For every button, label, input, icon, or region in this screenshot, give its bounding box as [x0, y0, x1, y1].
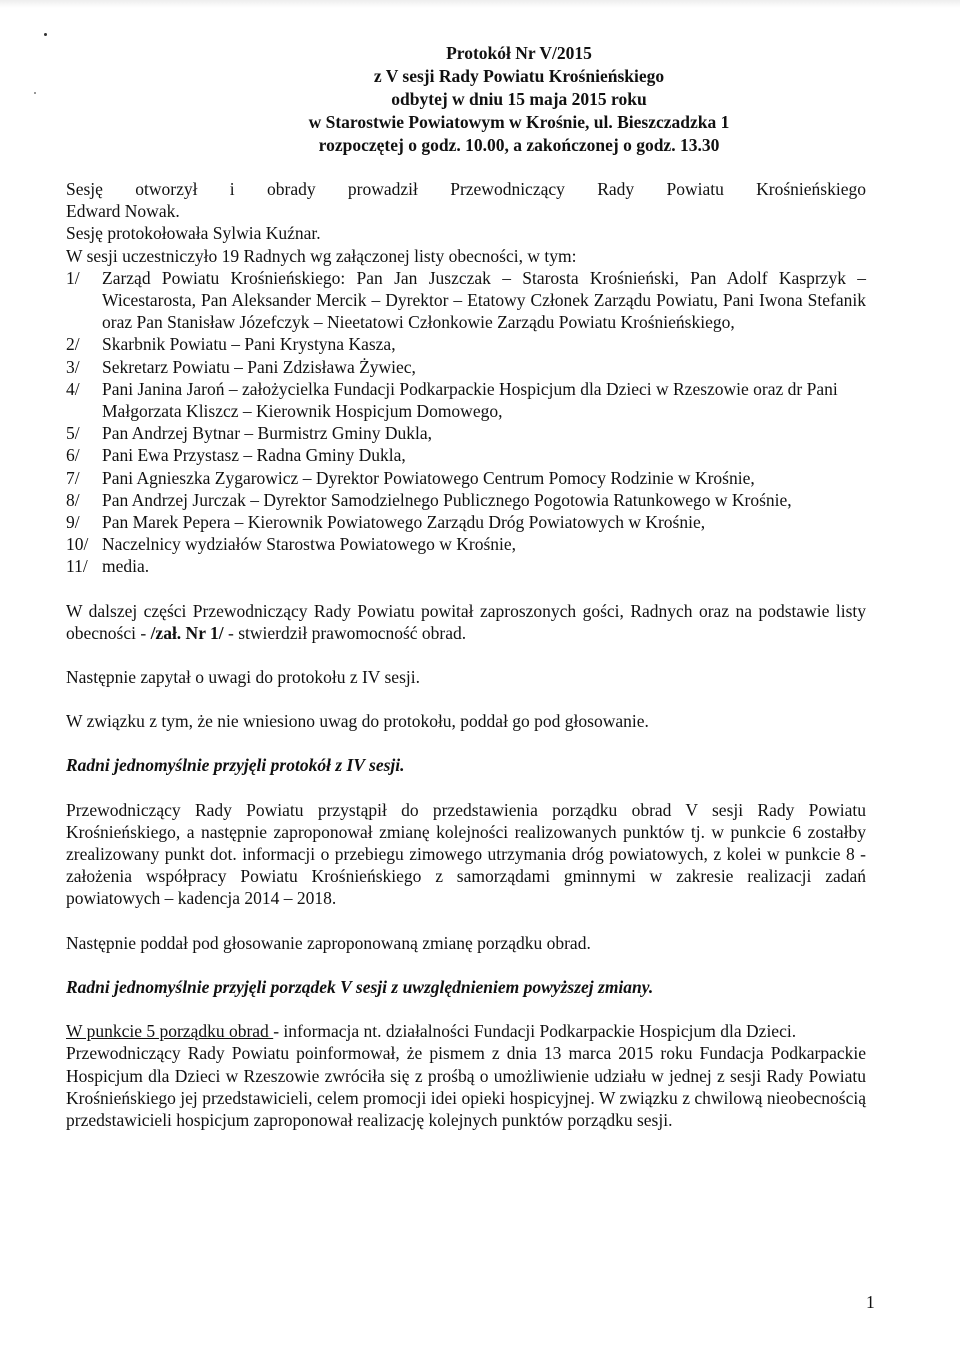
header-title: Protokół Nr V/2015 [446, 43, 592, 63]
intro-protocol: Sesję protokołowała Sylwia Kuźnar. [66, 223, 321, 244]
header-time: rozpoczętej o godz. 10.00, a zakończonej o godz. 13.30 [318, 135, 720, 155]
list-item: 8/ Pan Andrzej Jurczak – Dyrektor Samodzielnego Publicznego Pogotowia Ratunkowego w Krośnie, [66, 489, 792, 510]
header-session: z V sesji Rady Powiatu Krośnieńskiego [373, 66, 665, 86]
resolution-agenda: Radni jednomyślnie przyjęli porządek V sesji z uwzględnieniem powyższej zmiany. [66, 976, 654, 997]
scan-edge [0, 0, 960, 8]
document-header [0, 42, 960, 157]
list-item: 3/ Sekretarz Powiatu – Pani Zdzisława Żywiec, [66, 356, 416, 377]
scan-speck [44, 33, 47, 36]
list-item: 4/ Pani Janina Jaroń – założycielka Fundacji Podkarpackie Hospicjum dla Dzieci w Rzeszowie oraz dr Pani Małgorzata Kliszcz – Kierownik Hospicjum Domowego, [66, 378, 838, 422]
document-body [66, 178, 866, 1131]
header-place: w Starostwie Powiatowym w Krośnie, ul. Bieszczadzka 1 [308, 112, 730, 132]
list-item: 10/ Naczelnicy wydziałów Starostwa Powiatowego w Krośnie, [66, 534, 517, 555]
list-item: 11/ media. [66, 556, 150, 577]
para-vote-agenda: Następnie poddał pod głosowanie zaproponowaną zmianę porządku obrad. [66, 932, 591, 953]
para-hospice: Przewodniczący Rady Powiatu poinformował, że pismem z dnia 13 marca 2015 roku Fundacja Podkarpackie Hospicjum dla Dzieci w Rzeszowie zwróciła się z prośbą o umożliwienie udziału w jednej z sesji Rady Powiatu Krośnieńskiego jej przedstawicieli, celem promocji idei opieki hospicyjnej. W związku z chwilową nieobecnością przedstawicieli hospicjum zaproponował realizację kolejnych punktów porządku sesji. [66, 1043, 866, 1130]
list-item: 6/ Pani Ewa Przystasz – Radna Gminy Dukla, [66, 445, 406, 466]
list-item: 2/ Skarbnik Powiatu – Pani Krystyna Kasza, [66, 334, 396, 355]
intro-opened: Sesję otworzył i obrady prowadził Przewodniczący Rady Powiatu Krośnieńskiego [66, 179, 866, 199]
page-number: 1 [866, 1292, 875, 1312]
header-date: odbytej w dniu 15 maja 2015 roku [391, 89, 647, 109]
para-question: Następnie zapytał o uwagi do protokołu z IV sesji. [66, 667, 420, 688]
intro-opened-name: Edward Nowak. [66, 201, 180, 222]
para-vote: W związku z tym, że nie wniesiono uwag do protokołu, poddał go pod głosowanie. [66, 711, 649, 732]
list-item: 9/ Pan Marek Pepera – Kierownik Powiatowego Zarządu Dróg Powiatowych w Krośnie, [66, 512, 706, 533]
resolution-protocol: Radni jednomyślnie przyjęli protokół z IV sesji. [66, 755, 405, 776]
attendee-list [66, 267, 866, 578]
para-welcome: W dalszej części Przewodniczący Rady Powiatu powitał zaproszonych gości, Radnych oraz na podstawie listy obecności - /zał. Nr 1/ - stwierdził prawomocność obrad. [66, 600, 866, 643]
list-item: 7/ Pani Agnieszka Zygarowicz – Dyrektor Powiatowego Centrum Pomocy Rodzinie w Krośnie, [66, 467, 755, 488]
para-agenda: Przewodniczący Rady Powiatu przystąpił do przedstawienia porządku obrad V sesji Rady Powiatu Krośnieńskiego, a następnie zaproponował zmianę kolejności realizowanych punktów tj. w punkcie 6 zostałby zrealizowany punkt dot. informacji o przebiegu zimowego utrzymania dróg powiatowych, z kolei w punkcie 8 - założenia współpracy Powiatu Krośnieńskiego z samorządami gminnymi w zakresie realizacji zadań powiatowych – kadencja 2014 – 2018. [66, 799, 866, 909]
point-5-heading: W punkcie 5 porządku obrad - informacja nt. działalności Fundacji Podkarpackie Hospicjum dla Dzieci. [66, 1021, 797, 1042]
intro-attendance: W sesji uczestniczyło 19 Radnych wg załączonej listy obecności, w tym: [66, 245, 577, 266]
list-item: 1/ Zarząd Powiatu Krośnieńskiego: Pan Jan Juszczak – Starosta Krośnieński, Pan Adolf Kasprzyk – Wicestarosta, Pan Aleksander Mercik – Dyrektor – Etatowy Członek Zarządu Powiatu, Pani Iwona Stefanik oraz Pan Stanisław Józefczyk – Nieetatowi Członkowie Zarządu Powiatu Krośnieńskiego, [66, 267, 866, 333]
list-item: 5/ Pan Andrzej Bytnar – Burmistrz Gminy Dukla, [66, 423, 433, 444]
